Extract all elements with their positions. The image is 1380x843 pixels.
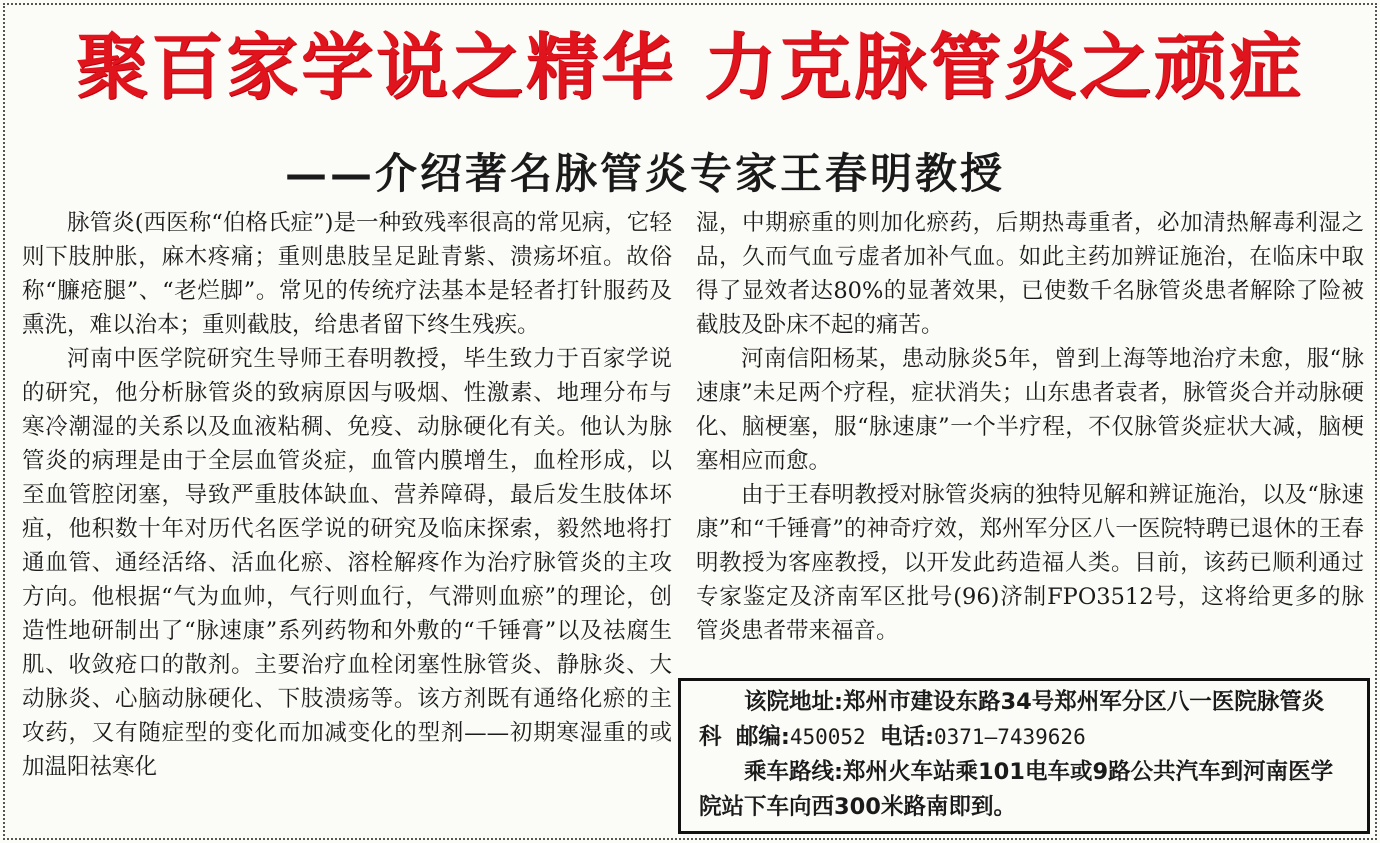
phone-label: 电话: [880, 724, 934, 750]
address-value: 郑州市建设东路34号郑州军分区八一医院脉管炎科 [699, 689, 1325, 750]
article-paragraph: 河南信阳杨某，患动脉炎5年，曾到上海等地治疗未愈，服“脉速康”未足两个疗程，症状消失；山东患者袁者，脉管炎合并动脉硬化、脑梗塞，服“脉速康”一个半疗程，不仅脉管炎症状大减，脑梗塞相应而愈。 [696, 346, 1364, 474]
article-left-column [22, 206, 672, 784]
article-paragraph: 脉管炎(西医称“伯格氏症”)是一种致残率很高的常见病，它轻则下肢肿胀，麻木疼痛；重则患肢呈足趾青紫、溃疡坏疽。故俗称“臁疮腿”、“老烂脚”。常见的传统疗法基本是轻者打针服药及熏洗，难以治本；重则截肢，给患者留下终生残疾。 [22, 210, 672, 338]
route-line [699, 755, 1353, 825]
route-value: 郑州火车站乘101电车或9路公共汽车到河南医学院站下车向西300米路南即到。 [699, 759, 1334, 820]
subtitle: ——介绍著名脉管炎专家王春明教授 [285, 149, 1006, 198]
article-paragraph: 由于王春明教授对脉管炎病的独特见解和辨证施治，以及“脉速康”和“千锤膏”的神奇疗效，郑州军分区八一医院特聘已退休的王春明教授为客座教授，以开发此药造福人类。目前，该药已顺利通过专家鉴定及济南军区批号(96)济制FPO3512号，这将给更多的脉管炎患者带来福音。 [696, 482, 1364, 644]
postcode-value: 450052 [789, 725, 866, 749]
contact-info-box [678, 678, 1370, 834]
article-paragraph-continued: 湿，中期瘀重的则加化瘀药，后期热毒重者，必加清热解毒利湿之品，久而气血亏虚者加补气血。如此主药加辨证施治，在临床中取得了显效者达80%的显著效果，已使数千名脉管炎患者解除了险被截肢及卧床不起的痛苦。 [696, 210, 1364, 338]
postcode-label: 邮编: [735, 724, 790, 750]
headline: 聚百家学说之精华 力克脉管炎之顽症 [75, 25, 1305, 109]
address-line [699, 685, 1353, 755]
route-label: 乘车路线: [744, 759, 843, 785]
address-label: 该院地址: [744, 689, 843, 715]
phone-value: 0371—7439626 [934, 725, 1086, 749]
article-paragraph: 河南中医学院研究生导师王春明教授，毕生致力于百家学说的研究，他分析脉管炎的致病原因与吸烟、性激素、地理分布与寒冷潮湿的关系以及血液粘稠、免疫、动脉硬化有关。他认为脉管炎的病理是由于全层血管炎症，血管内膜增生，血栓形成，以至血管腔闭塞，导致严重肢体缺血、营养障碍，最后发生肢体坏疽，他积数十年对历代名医学说的研究及临床探索，毅然地将打通血管、通经活络、活血化瘀、溶栓解疼作为治疗脉管炎的主攻方向。他根据“气为血帅，气行则血行，气滞则血瘀”的理论，创造性地研制出了“脉速康”系列药物和外敷的“千锤膏”以及祛腐生肌、收敛疮口的散剂。主要治疗血栓闭塞性脉管炎、静脉炎、大动脉炎、心脑动脉硬化、下肢溃疡等。该方剂既有通络化瘀的主攻药，又有随症型的变化而加减变化的型剂——初期寒湿重的或加温阳祛寒化 [22, 346, 672, 780]
article-right-column [696, 206, 1364, 648]
